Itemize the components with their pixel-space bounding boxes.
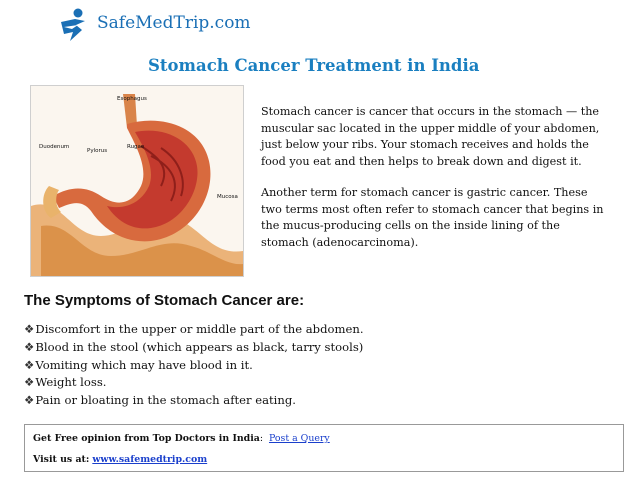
list-item [24,392,364,410]
website-link[interactable]: www.safemedtrip.com [92,454,208,465]
intro-text [261,104,611,266]
list-item [24,339,364,357]
symptoms-list [24,321,364,410]
opinion-label: Get Free opinion from Top Doctors in India [33,433,260,444]
brand-name: SafeMedTrip.com [97,13,251,33]
brand-logo-icon [58,8,88,42]
symptoms-heading: The Symptoms of Stomach Cancer are: [24,292,305,309]
label-pylorus: Pylorus [87,148,108,154]
intro-paragraph-1: Stomach cancer is cancer that occurs in the stomach — the muscular sac located in the upper middle of your abdomen, just below your ribs. Your stomach receives and holds the food you eat and then helps to break down and digest it. [261,105,600,168]
diamond-bullet-icon: ❖ [24,357,35,372]
label-mucosa: Mucosa [217,194,238,200]
diamond-bullet-icon: ❖ [24,322,35,336]
opinion-separator: : [259,433,264,444]
symptom-text: Weight loss. [35,375,107,390]
label-rugae: Rugae [127,144,145,150]
label-duodenum: Duodenum [39,144,70,150]
diamond-bullet-icon: ❖ [24,393,35,408]
intro-paragraph-2: Another term for stomach cancer is gastric cancer. These two terms most often refer to stomach cancer that begins in the mucus-producing cells on the inside lining of the stomach (adenocarcinoma). [261,186,604,249]
symptom-text: Vomiting which may have blood in it. [35,357,253,372]
list-item [24,321,364,339]
diamond-bullet-icon: ❖ [24,339,35,354]
symptom-text: Pain or bloating in the stomach after eating. [35,393,296,408]
list-item [24,374,364,392]
footer-visit-row [33,454,615,475]
label-esophagus: Esophagus [117,96,147,102]
footer-opinion-row [33,433,615,454]
visit-label: Visit us at: [33,454,90,465]
stomach-illustration [30,85,244,277]
footer-box [24,424,624,472]
symptom-text: Blood in the stool (which appears as black, tarry stools) [35,339,364,354]
list-item [24,357,364,375]
symptom-text: Discomfort in the upper or middle part of the abdomen. [35,322,364,336]
diamond-bullet-icon: ❖ [24,375,35,390]
stomach-anatomy-image [31,86,243,276]
post-query-link[interactable]: Post a Query [268,433,330,444]
page-title: Stomach Cancer Treatment in India [148,56,480,75]
